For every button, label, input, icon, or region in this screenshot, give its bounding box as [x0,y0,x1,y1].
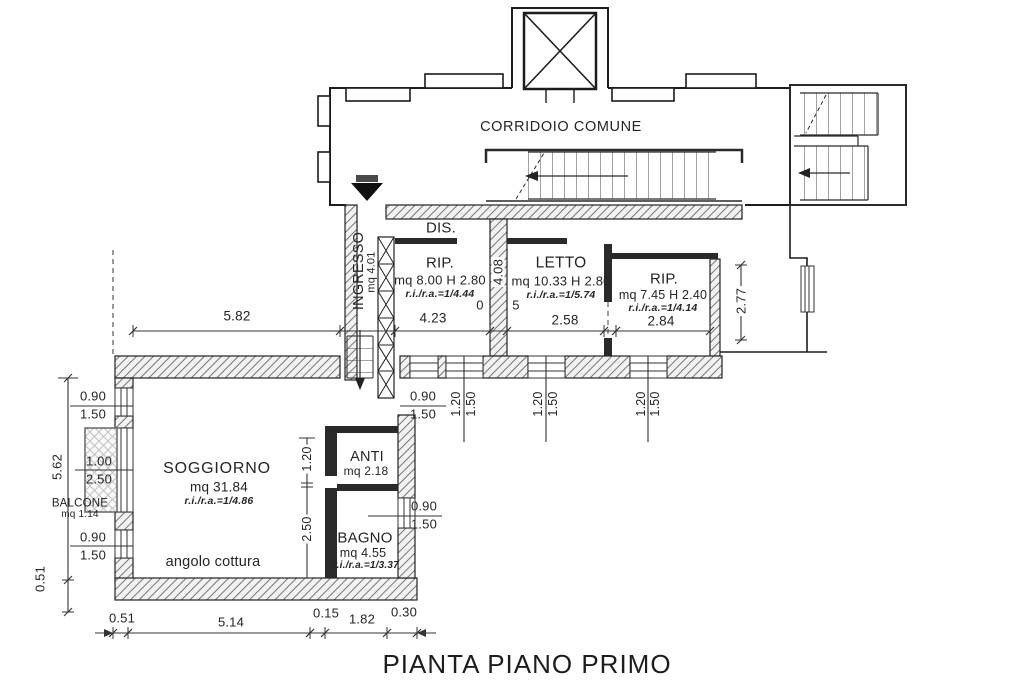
dim-wall-right: 5 [512,297,520,313]
dim-window-mid-b: 1.50 [409,406,437,422]
dim-bottom-4: 0.30 [390,604,418,620]
dim-window-left2-b: 1.50 [79,547,107,563]
dim-rip2-width: 2.84 [647,313,675,329]
dim-letto-width: 2.58 [551,312,579,328]
room-bagno-ratio: r.i./r.a.=1/3.37 [333,560,399,571]
dim-rip1-width: 4.23 [419,310,447,326]
dim-window-top3-a: 1.20 [633,391,648,417]
room-anti-label: ANTI [350,448,384,465]
plan-title: PIANTA PIANO PRIMO [382,649,672,679]
dim-window-bagno-a: 0.90 [410,498,438,514]
room-bagno-size: mq 4.55 [339,545,387,560]
dim-bottom-0: 0.51 [108,610,136,626]
ingresso-stair [347,330,373,390]
dim-window-bagno-b: 1.50 [410,516,438,532]
room-balcone-size: mq 1.14 [61,509,99,520]
room-soggiorno-size: mq 31.84 [190,479,248,495]
dim-window-left1-a: 0.90 [79,388,107,404]
room-dis-label: DIS. [426,219,456,237]
dim-wall-left: 0 [476,297,484,313]
room-letto-ratio: r.i./r.a.=1/5.74 [526,288,596,301]
room-rip1-size: mq 8.00 H 2.80 [394,272,486,288]
room-rip2-label: RIP. [649,270,679,288]
room-balcone-label: BALCONE [51,497,109,510]
dim-window-left2-a: 0.90 [79,529,107,545]
dim-balcony-door-a: 1.00 [85,453,113,469]
room-ingresso-size: mq 4.01 [365,251,378,293]
dim-right-span: 2.77 [733,287,749,315]
dim-kitchen-lower: 2.50 [299,516,314,542]
dim-left-height: 5.62 [49,453,65,481]
dim-bottom-1: 5.14 [217,614,245,630]
dim-window-top1-b: 1.50 [463,391,478,417]
dim-left-offset: 0.51 [32,565,48,593]
room-rip1-label: RIP. [425,254,455,272]
elevator-shaft [524,13,596,103]
dim-window-left1-b: 1.50 [79,406,107,422]
entrance-arrow-icon [351,175,383,201]
stairwell [790,85,906,205]
room-rip1-ratio: r.i./r.a.=1/4.44 [405,287,475,300]
room-ingresso-label: INGRESSO [350,231,367,311]
x-braced-wall [378,237,394,398]
room-rip2-size: mq 7.45 H 2.40 [618,287,708,302]
room-soggiorno-note: angolo cottura [165,553,261,570]
room-soggiorno-ratio: r.i./r.a.=1/4.86 [184,494,254,507]
room-letto-label: LETTO [535,254,587,272]
room-bagno-label: BAGNO [337,529,393,547]
dim-top-span: 5.82 [223,308,251,324]
dim-bottom-3: 1.82 [348,611,376,627]
dim-balcony-door-b: 2.50 [85,471,113,487]
room-soggiorno-label: SOGGIORNO [163,460,271,477]
corridor-stair [486,150,742,201]
dim-wall-height: 4.08 [490,258,506,286]
room-letto-size: mq 10.33 H 2.80 [511,273,611,289]
room-rip2-ratio: r.i./r.a.=1/4.14 [628,301,698,314]
room-anti-size: mq 2.18 [343,464,389,478]
dim-bottom-2: 0.15 [312,605,340,621]
dim-window-top1-a: 1.20 [448,391,463,417]
dim-window-top2-a: 1.20 [530,391,545,417]
dim-window-top2-b: 1.50 [545,391,560,417]
dim-window-top3-b: 1.50 [647,391,662,417]
dim-kitchen-upper: 1.20 [299,446,314,472]
corridor-label: CORRIDOIO COMUNE [480,118,642,135]
dim-window-mid-a: 0.90 [409,388,437,404]
